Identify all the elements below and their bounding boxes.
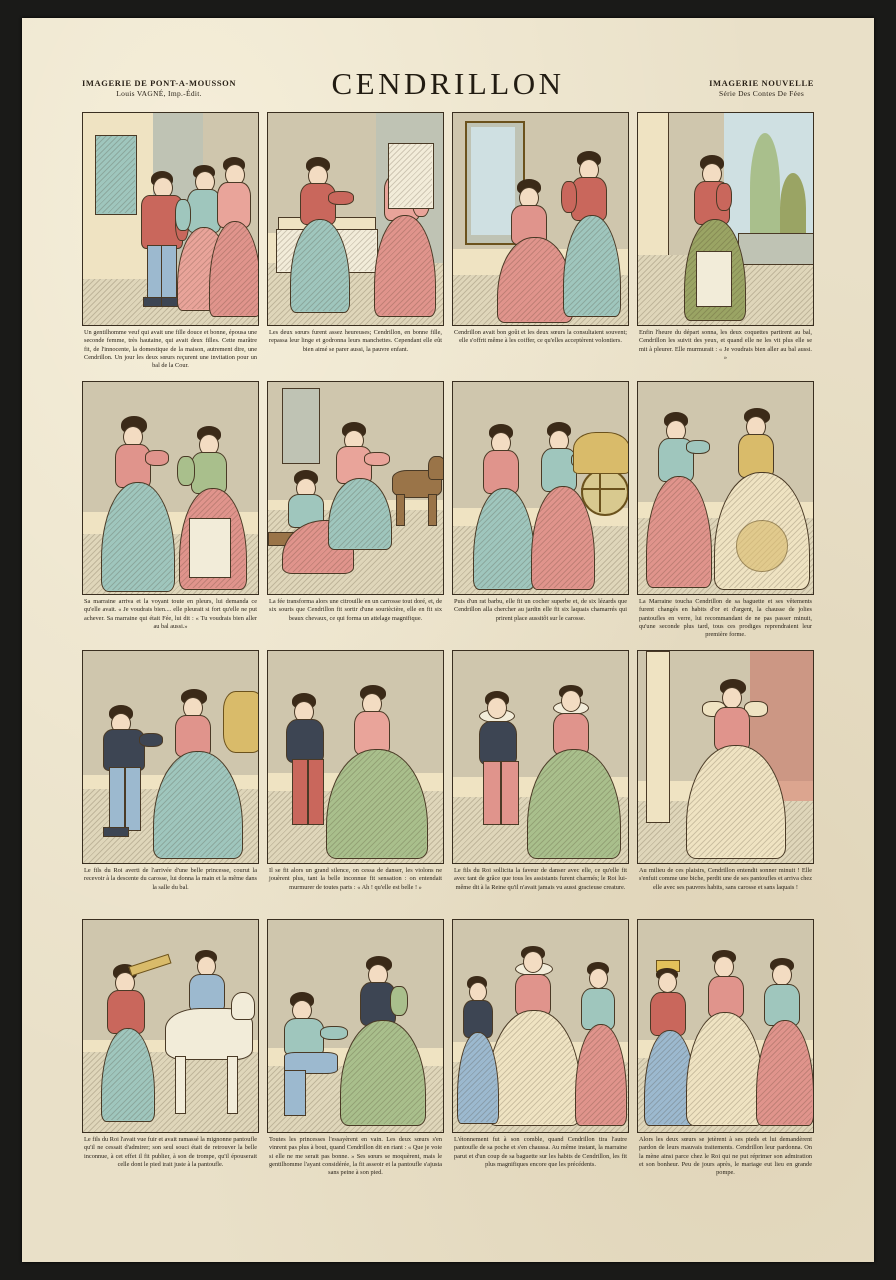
panel-3-caption: Cendrillon avait bon goût et les deux sœurs la consultaient souvent; elle s'offrit même à les coiffer, ce qu'elles acceptèrent volontiers. — [454, 329, 627, 345]
panel-10-caption: Il se fit alors un grand silence, on cessa de danser, les violons ne jouèrent plus, tant la belle inconnue fit sensation : on entendait murmurer de toutes parts : « Ah ! qu'elle est belle ! » — [269, 867, 442, 891]
panel-1-caption: Un gentilhomme veuf qui avait une fille douce et bonne, épousa une seconde femme, très hautaine, qui avait deux filles. Cette marâtre fit, de l'innocente, la domestique de la maison, autrement dire, une Cendrillon. Un jour les deux sœurs reçurent une invitation pour un bal de la Cour. — [84, 329, 257, 370]
panel-cell — [452, 919, 629, 1182]
imprint-right-line2: Série Des Contes De Fées — [718, 89, 805, 99]
panel-5-illustration — [82, 381, 259, 595]
imprint-right-line1: IMAGERIE NOUVELLE — [709, 78, 814, 88]
panel-7-illustration — [452, 381, 629, 595]
panel-cell — [267, 919, 444, 1182]
panel-4-caption: Enfin l'heure du départ sonna, les deux coquettes partirent au bal, Cendrillon les suivit des yeux, et quand elle ne les vit plus elle se mit à pleurer. Elle murmurait : « Je voudrais bien aller au bal aussi. » — [639, 329, 812, 361]
panel-2-illustration — [267, 112, 444, 326]
panel-13-caption: Le fils du Roi l'avait vue fuir et avait ramassé la mignonne pantoufle qu'il ne cessait d'admirer; son seul souci était de retrouver la belle inconnue, à cet effet il fit publier, à son de trompe, qu'il épouserait celle dont le pied irait juste à la pantoufle. — [84, 1136, 257, 1168]
panel-6-caption: La fée transforma alors une citrouille en un carrosse tout doré, et, de six souris que Cendrillon fit sortir d'une souriècière, elle en fit six beaux chevaux, ce qui forma un attelage magnifique. — [269, 598, 442, 622]
panel-cell — [267, 650, 444, 913]
panel-7-caption: Puis d'un rat barbu, elle fit un cocher superbe et, de six lézards que Cendrillon alla chercher au jardin elle fit six laquais chamarrés qui prirent place aussitôt sur le carosse. — [454, 598, 627, 622]
panel-8-illustration — [637, 381, 814, 595]
publisher-imprint-right — [709, 78, 814, 100]
panel-cell — [82, 381, 259, 644]
panel-cell — [637, 381, 814, 644]
panel-9-caption: Le fils du Roi averti de l'arrivée d'une belle princesse, courut la recevoir à la descente du carosse, lui donna la main et la même dans la salle du bal. — [84, 867, 257, 891]
panel-10-illustration — [267, 650, 444, 864]
page-title: CENDRILLON — [331, 66, 565, 101]
panel-6-illustration — [267, 381, 444, 595]
panel-16-caption: Alors les deux sœurs se jetèrent à ses pieds et lui demandèrent pardon de leurs mauvais traitements. Cendrillon leur pardonna. On la mène ainsi parce chez le Roi qui ne put réprimer son admiration et son bonheur. Peu de jours après, le mariage eut lieu en grande pompe. — [639, 1136, 812, 1177]
panel-cell — [452, 381, 629, 644]
page-content — [82, 66, 814, 1216]
imprint-left-line1: IMAGERIE DE PONT-A-MOUSSON — [82, 78, 237, 88]
panel-5-caption: Sa marraine arriva et la voyant toute en pleurs, lui demanda ce qu'elle avait. « Je voudrais bien.... elle pleurait si fort qu'elle ne put achever. Sa marraine qui était Fée, lui dit : « Tu voudrais bien aller au bal aussi.» — [84, 598, 257, 630]
panel-11-illustration — [452, 650, 629, 864]
panel-cell — [82, 112, 259, 375]
panel-12-illustration — [637, 650, 814, 864]
print-sheet — [22, 18, 874, 1262]
imprint-left-line2: Louis VAGNÉ, Imp.-Édit. — [116, 89, 202, 99]
panel-12-caption: Au milieu de ces plaisirs, Cendrillon entendit sonner minuit ! Elle s'enfuit comme une biche, perdit une de ses pantoufles et arriva chez elle avec ses pauvres habits, sans carosse et sans laquais ! — [639, 867, 812, 891]
panel-15-caption: L'étonnement fut à son comble, quand Cendrillon tira l'autre pantoufle de sa poche et s'en chaussa. Au même instant, la marraine parut et d'un coup de sa baguette sur les habits de Cendrillon, les fit plus magnifiques encore que les précédents. — [454, 1136, 627, 1168]
panel-14-caption: Toutes les princesses l'essayèrent en vain. Les deux sœurs s'en vinrent pas plus à bout, quand Cendrillon dit en riant : « Que je voie si elle ne me serait pas bonne. » Ses sœurs se moquèrent, mais le gentilhomme l'ayant considérée, la fit asseoir et la pantoufle s'ajusta sans peine à son pied. — [269, 1136, 442, 1177]
panel-13-illustration — [82, 919, 259, 1133]
panel-8-caption: La Marraine toucha Cendrillon de sa baguette et ses vêtements furent changés en habits d'or et d'argent, la chausse de jolies pantoufles en verre, lui recommandant de ne pas passer minuit, qu'une seconde plus tard, tous ces prodiges reprendraient leur première forme. — [639, 598, 812, 639]
panel-1-illustration — [82, 112, 259, 326]
panel-cell — [82, 919, 259, 1182]
panel-15-illustration — [452, 919, 629, 1133]
panel-grid — [82, 112, 814, 1182]
panel-cell — [637, 112, 814, 375]
panel-cell — [637, 919, 814, 1182]
panel-14-illustration — [267, 919, 444, 1133]
panel-cell — [637, 650, 814, 913]
panel-cell — [82, 650, 259, 913]
panel-cell — [267, 112, 444, 375]
panel-cell — [267, 381, 444, 644]
panel-9-illustration — [82, 650, 259, 864]
panel-cell — [452, 650, 629, 913]
panel-4-illustration — [637, 112, 814, 326]
panel-3-illustration — [452, 112, 629, 375]
panel-2-caption: Les deux sœurs furent assez heureuses; Cendrillon, en bonne fille, repassa leur linge et godronna leurs manchettes. Cependant elle eût bien aimé se parer aussi, la pauvre enfant. — [269, 329, 442, 353]
page-header — [82, 66, 814, 110]
panel-11-caption: Le fils du Roi sollicita la faveur de danser avec elle, ce qu'elle fit avec tant de grâce que tous les assistants furent charmés; le Roi lui-même dit à la Reine qu'il n'avait jamais vu aussi gracieuse creature. — [454, 867, 627, 891]
panel-16-illustration — [637, 919, 814, 1133]
